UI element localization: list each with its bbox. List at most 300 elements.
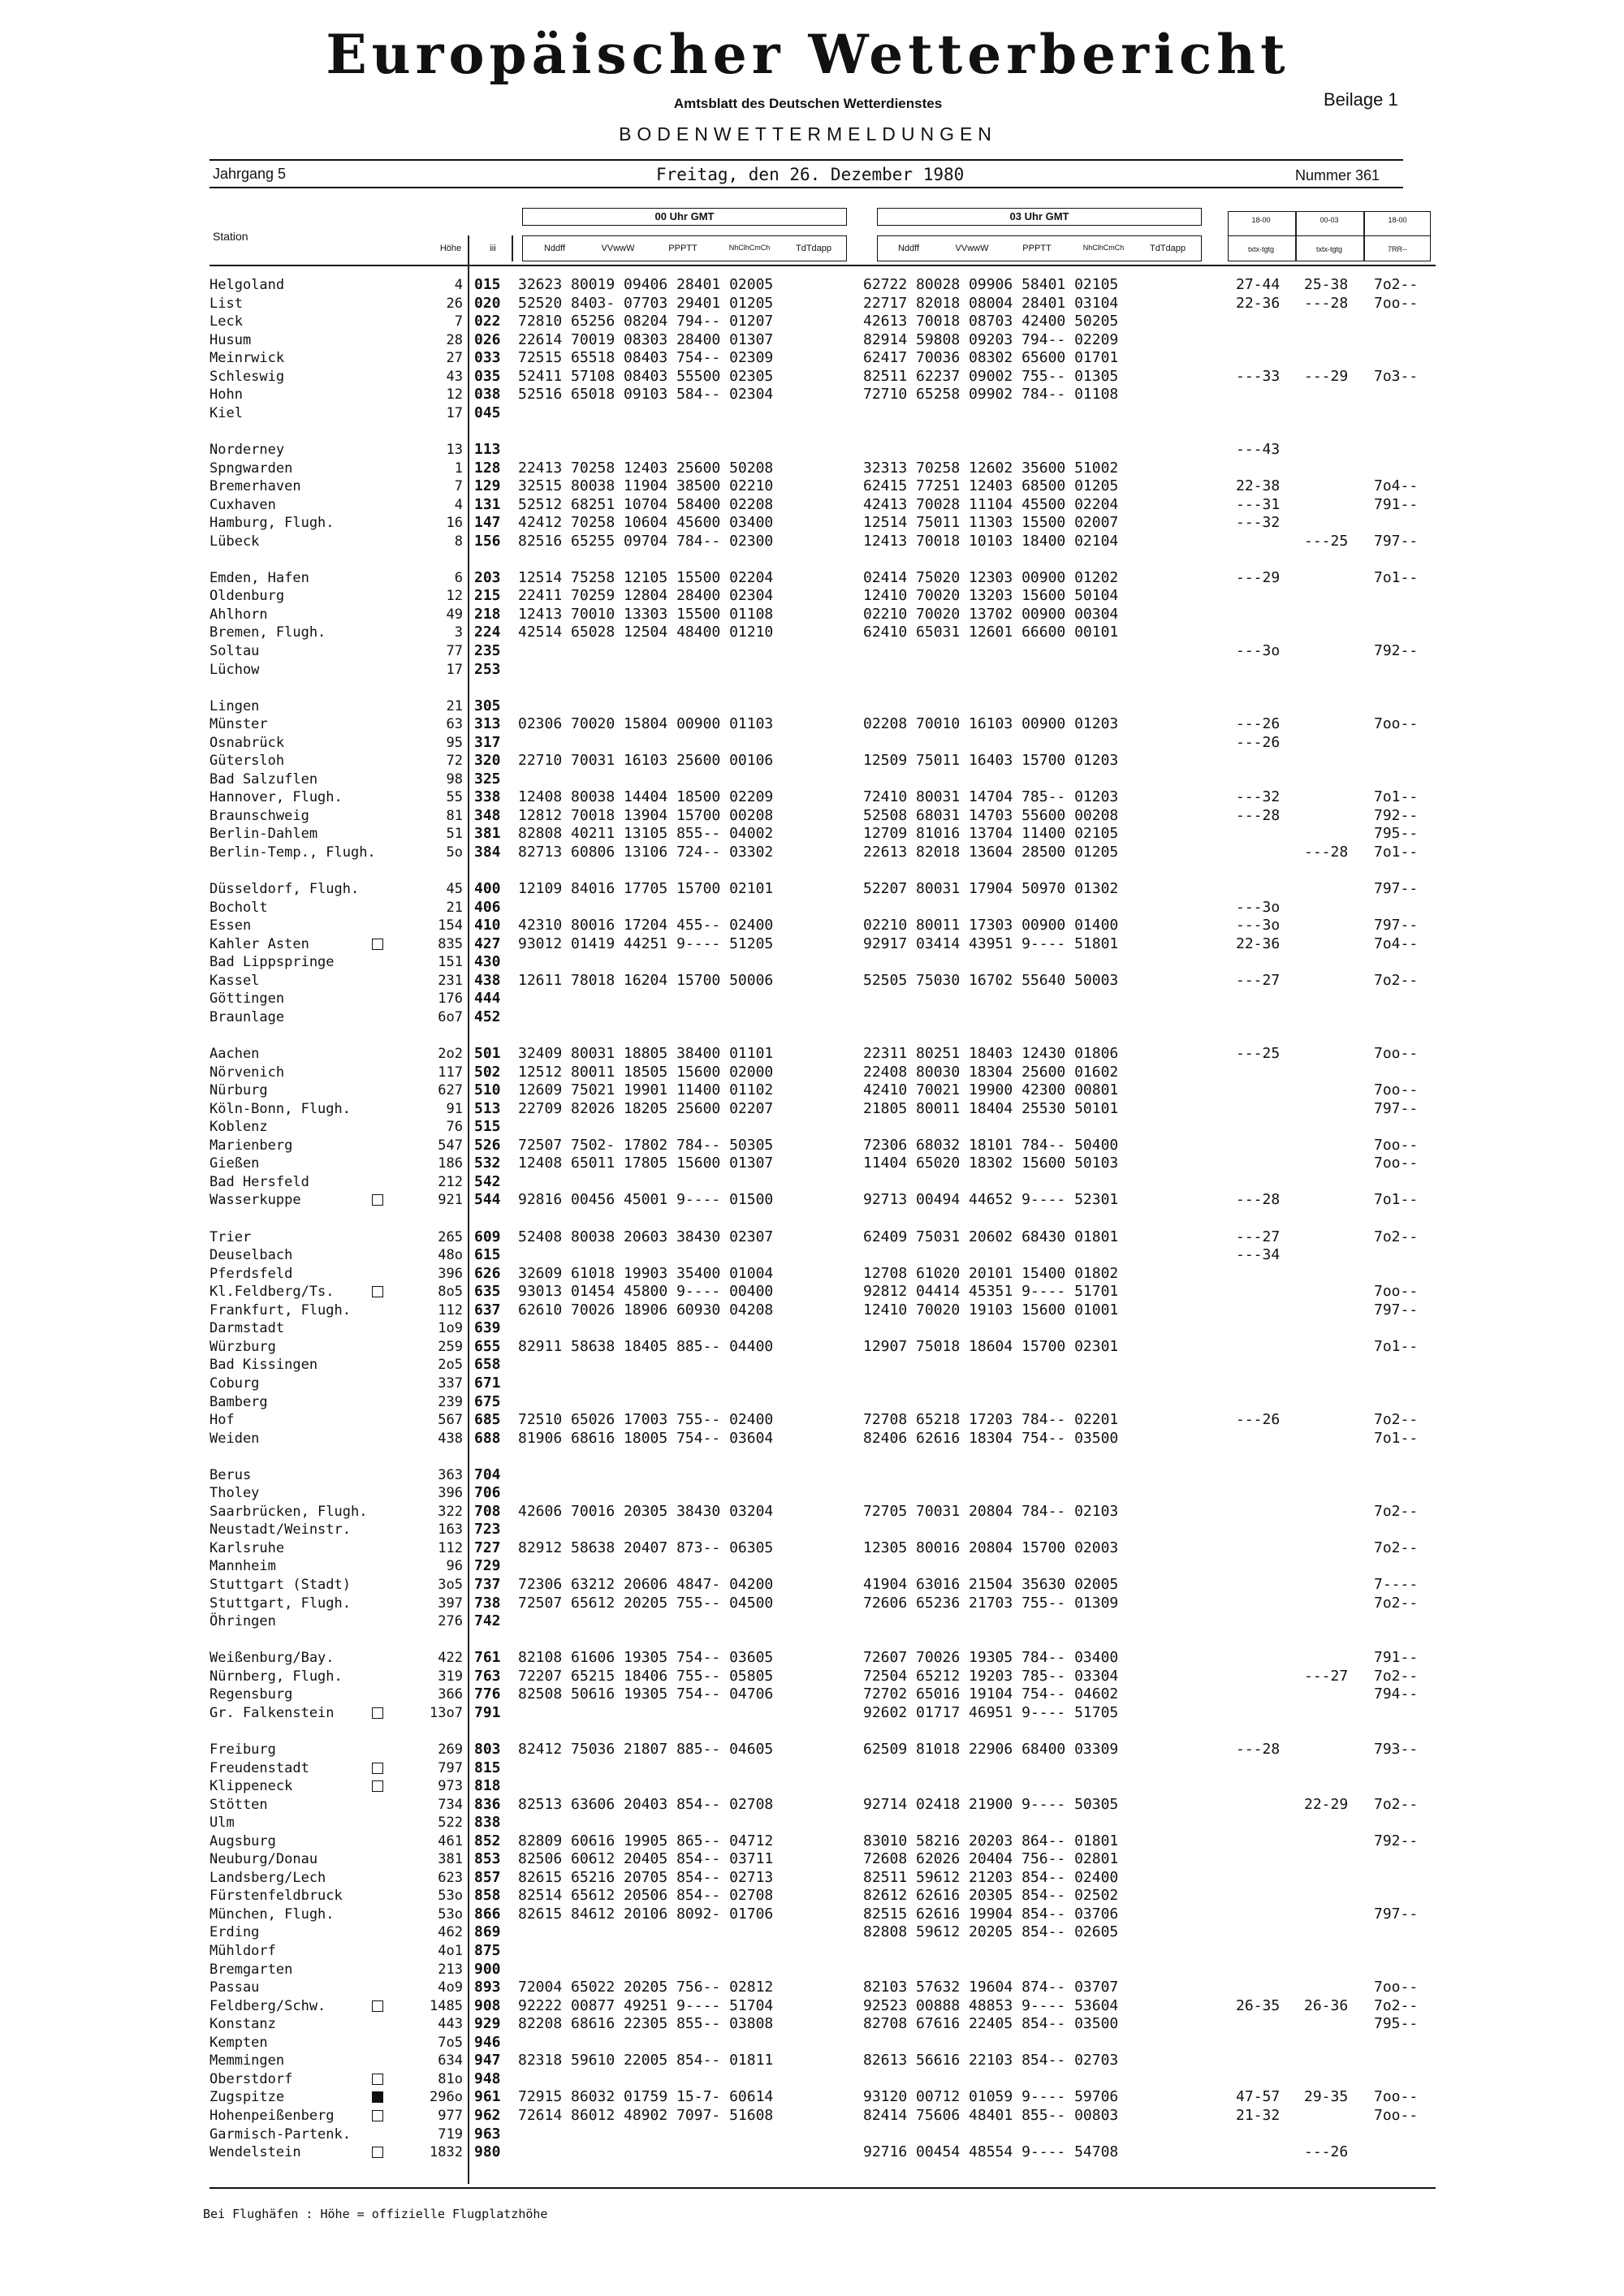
table-row (0, 1191, 1624, 1209)
station-name: Pferdsfeld (209, 1266, 293, 1282)
station-name: Mühldorf (209, 1943, 276, 1959)
station-name: Bad Salzuflen (209, 771, 318, 788)
precip-group: 7---- (1374, 1576, 1419, 1593)
station-height: 55 (446, 789, 463, 805)
station-height: 49 (446, 606, 463, 623)
precip-group: 7o1-- (1374, 1191, 1419, 1208)
table-row (0, 1283, 1624, 1301)
station-height: 96 (446, 1558, 463, 1574)
iii-column-rule (512, 235, 513, 261)
obs-00-gmt: 72510 65026 17003 755-- 02400 (518, 1411, 774, 1428)
station-index: 761 (474, 1649, 501, 1666)
table-row (0, 1557, 1624, 1575)
temp-extreme-1: ---3o (1236, 917, 1281, 934)
temp-extreme-1: ---32 (1236, 514, 1281, 531)
obs-03-gmt: 62410 65031 12601 66600 00101 (863, 624, 1119, 641)
col-vvwww-03: VVwwW (955, 244, 989, 253)
table-row (0, 1539, 1624, 1557)
station-name: Marienberg (209, 1137, 293, 1154)
obs-00-gmt: 42606 70016 20305 38430 03204 (518, 1503, 774, 1520)
station-index: 113 (474, 441, 501, 458)
station-name: Bad Kissingen (209, 1357, 318, 1373)
temp-extreme-1: ---25 (1236, 1045, 1281, 1062)
obs-03-gmt: 42410 70021 19900 42300 00801 (863, 1081, 1119, 1098)
station-height: 12 (446, 386, 463, 403)
obs-03-gmt: 12709 81016 13704 11400 02105 (863, 825, 1119, 842)
station-name: Darmstadt (209, 1320, 285, 1336)
station-index: 900 (474, 1961, 501, 1978)
station-name: Lübeck (209, 533, 260, 550)
obs-00-gmt: 81906 68616 18005 754-- 03604 (518, 1430, 774, 1447)
obs-00-gmt: 22614 70019 08303 28400 01307 (518, 331, 774, 348)
station-index: 908 (474, 1997, 501, 2014)
obs-00-gmt: 12514 75258 12105 15500 02204 (518, 569, 774, 586)
station-name: Nörvenich (209, 1064, 285, 1081)
station-name: Erding (209, 1924, 260, 1940)
station-height: 1832 (430, 2144, 463, 2160)
station-name: Schleswig (209, 369, 285, 385)
station-height: 213 (438, 1962, 463, 1978)
station-height: 977 (438, 2108, 463, 2124)
station-name: Hannover, Flugh. (209, 789, 343, 805)
precip-group: 795-- (1374, 825, 1419, 842)
table-row (0, 1923, 1624, 1941)
station-name: Frankfurt, Flugh. (209, 1302, 351, 1318)
col-nddff-00: Nddff (543, 244, 566, 253)
station-index: 253 (474, 661, 501, 678)
station-index: 626 (474, 1265, 501, 1282)
obs-03-gmt: 22311 80251 18403 12430 01806 (863, 1045, 1119, 1062)
temp-extreme-1: ---28 (1236, 1741, 1281, 1758)
precip-group: 7o2-- (1374, 1539, 1419, 1556)
table-row (0, 1228, 1624, 1246)
right-col-1-top: 18-00 (1251, 216, 1271, 224)
station-index: 317 (474, 734, 501, 751)
uhr03-header: 03 Uhr GMT (1009, 210, 1069, 222)
station-index: 218 (474, 606, 501, 623)
obs-03-gmt: 12305 80016 20804 15700 02003 (863, 1539, 1119, 1556)
obs-03-gmt: 52505 75030 16702 55640 50003 (863, 972, 1119, 989)
station-height: 265 (438, 1229, 463, 1245)
station-height: 76 (446, 1119, 463, 1135)
obs-03-gmt: 62722 80028 09906 58401 02105 (863, 276, 1119, 293)
obs-03-gmt: 72710 65258 09902 784-- 01108 (863, 386, 1119, 403)
precip-group: 792-- (1374, 1832, 1419, 1849)
station-height: 51 (446, 826, 463, 842)
obs-03-gmt: 72410 80031 14704 785-- 01203 (863, 788, 1119, 805)
table-row (0, 1154, 1624, 1172)
station-name: Passau (209, 1979, 260, 1996)
obs-00-gmt: 22411 70259 12804 28400 02304 (518, 587, 774, 604)
precip-group: 7o1-- (1374, 1430, 1419, 1447)
col-ppptt-00: PPPTT (668, 244, 698, 253)
table-row (0, 1411, 1624, 1429)
table-row (0, 1612, 1624, 1630)
table-row (0, 1484, 1624, 1502)
obs-00-gmt: 72507 7502- 17802 784-- 50305 (518, 1137, 774, 1154)
right-col-1-bottom: txtx-tgtg (1247, 245, 1274, 253)
table-row (0, 1265, 1624, 1283)
right-col-2-bottom: txtx-tgtg (1315, 245, 1342, 253)
precip-group: 7oo-- (1374, 1979, 1419, 1996)
precip-group: 7o2-- (1374, 1503, 1419, 1520)
precip-group: 7oo-- (1374, 1283, 1419, 1300)
station-name: Stötten (209, 1797, 268, 1813)
table-row (0, 1814, 1624, 1832)
table-row (0, 477, 1624, 495)
obs-00-gmt: 42310 80016 17204 455-- 02400 (518, 917, 774, 934)
temp-extreme-1: 26-35 (1236, 1997, 1281, 2014)
obs-03-gmt: 32313 70258 12602 35600 51002 (863, 460, 1119, 477)
obs-00-gmt: 82506 60612 20405 854-- 03711 (518, 1850, 774, 1867)
uhr00-header: 00 Uhr GMT (654, 210, 715, 222)
precip-group: 7o1-- (1374, 844, 1419, 861)
obs-03-gmt: 72708 65218 17203 784-- 02201 (863, 1411, 1119, 1428)
obs-03-gmt: 92716 00454 48554 9---- 54708 (863, 2143, 1119, 2160)
station-index: 224 (474, 624, 501, 641)
table-row (0, 697, 1624, 715)
table-bottom-rule (209, 2187, 1436, 2189)
table-row (0, 917, 1624, 934)
obs-00-gmt: 82615 65216 20705 854-- 02713 (518, 1869, 774, 1886)
precip-group: 7o4-- (1374, 477, 1419, 494)
table-row (0, 1961, 1624, 1979)
obs-00-gmt: 12408 80038 14404 18500 02209 (518, 788, 774, 805)
temp-extreme-1: 22-36 (1236, 935, 1281, 952)
precip-group: 792-- (1374, 807, 1419, 824)
open-square-marker (372, 2074, 383, 2085)
table-row (0, 734, 1624, 752)
table-row (0, 1064, 1624, 1081)
obs-00-gmt: 12812 70018 13904 15700 00208 (518, 807, 774, 824)
hoehe-header: Höhe (439, 244, 462, 253)
obs-00-gmt: 52516 65018 09103 584-- 02304 (518, 386, 774, 403)
table-row (0, 752, 1624, 770)
station-height: 8 (454, 533, 463, 550)
temp-extreme-2: 29-35 (1304, 2088, 1349, 2105)
station-name: Kempten (209, 2035, 268, 2051)
station-height: 26 (446, 296, 463, 312)
station-name: Saarbrücken, Flugh. (209, 1504, 368, 1520)
table-row (0, 1466, 1624, 1484)
obs-03-gmt: 42413 70028 11104 45500 02204 (863, 496, 1119, 513)
obs-03-gmt: 12514 75011 11303 15500 02007 (863, 514, 1119, 531)
station-height: 98 (446, 771, 463, 788)
station-index: 815 (474, 1759, 501, 1776)
station-index: 129 (474, 477, 501, 494)
obs-00-gmt: 82912 58638 20407 873-- 06305 (518, 1539, 774, 1556)
station-name: Weißenburg/Bay. (209, 1650, 335, 1666)
station-name: Düsseldorf, Flugh. (209, 881, 360, 897)
footnote: Bei Flughäfen : Höhe = offizielle Flugplatzhöhe (203, 2207, 548, 2221)
table-row (0, 404, 1624, 422)
precip-group: 7o2-- (1374, 1796, 1419, 1813)
station-name: Garmisch-Partenk. (209, 2126, 351, 2143)
station-height: 627 (438, 1082, 463, 1098)
station-height: 81 (446, 808, 463, 824)
station-height: 2o2 (438, 1046, 463, 1062)
obs-03-gmt: 92602 01717 46951 9---- 51705 (863, 1704, 1119, 1721)
station-name: Karlsruhe (209, 1540, 285, 1556)
obs-00-gmt: 82615 84612 20106 8092- 01706 (518, 1905, 774, 1923)
station-name: Oberstdorf (209, 2071, 293, 2087)
station-height: 16 (446, 515, 463, 531)
station-index: 729 (474, 1557, 501, 1574)
station-height: 634 (438, 2052, 463, 2069)
station-index: 962 (474, 2107, 501, 2124)
col-tdtd-03: TdTdapp (1149, 244, 1186, 253)
station-index: 325 (474, 770, 501, 788)
temp-extreme-2: 25-38 (1304, 276, 1349, 293)
station-name: Emden, Hafen (209, 570, 309, 586)
table-row (0, 1595, 1624, 1612)
station-index: 803 (474, 1741, 501, 1758)
obs-03-gmt: 11404 65020 18302 15600 50103 (863, 1154, 1119, 1172)
station-index: 515 (474, 1118, 501, 1135)
station-index: 544 (474, 1191, 501, 1208)
iii-header: iii (490, 244, 496, 253)
station-index: 444 (474, 990, 501, 1007)
station-index: 655 (474, 1338, 501, 1355)
station-name: Klippeneck (209, 1778, 293, 1794)
station-height: 462 (438, 1924, 463, 1940)
table-row (0, 1503, 1624, 1521)
obs-00-gmt: 12611 78018 16204 15700 50006 (518, 972, 774, 989)
station-header: Station (213, 230, 248, 243)
station-height: 396 (438, 1266, 463, 1282)
station-name: München, Flugh. (209, 1906, 335, 1923)
temp-extreme-1: ---26 (1236, 734, 1281, 751)
precip-group: 797-- (1374, 917, 1419, 934)
station-index: 639 (474, 1319, 501, 1336)
station-index: 501 (474, 1045, 501, 1062)
table-row (0, 569, 1624, 587)
obs-00-gmt: 22413 70258 12403 25600 50208 (518, 460, 774, 477)
station-height: 17 (446, 405, 463, 421)
table-row (0, 1869, 1624, 1887)
station-index: 532 (474, 1154, 501, 1172)
precip-group: 7o1-- (1374, 1338, 1419, 1355)
precip-group: 792-- (1374, 642, 1419, 659)
station-height: 461 (438, 1833, 463, 1849)
open-square-marker (372, 1707, 383, 1719)
precip-group: 7o2-- (1374, 1997, 1419, 2014)
open-square-marker (372, 1194, 383, 1206)
obs-00-gmt: 92816 00456 45001 9---- 01500 (518, 1191, 774, 1208)
table-row (0, 1668, 1624, 1685)
temp-extreme-1: ---29 (1236, 569, 1281, 586)
station-name: Neuburg/Donau (209, 1851, 318, 1867)
station-index: 338 (474, 788, 501, 805)
station-height: 422 (438, 1650, 463, 1666)
station-height: 72 (446, 753, 463, 769)
obs-00-gmt: 12609 75021 19901 11400 01102 (518, 1081, 774, 1098)
obs-03-gmt: 72306 68032 18101 784-- 50400 (863, 1137, 1119, 1154)
station-index: 742 (474, 1612, 501, 1629)
station-name: Mannheim (209, 1558, 276, 1574)
station-name: Leck (209, 313, 243, 330)
obs-00-gmt: 72810 65256 08204 794-- 01207 (518, 313, 774, 330)
station-name: Bremgarten (209, 1962, 293, 1978)
obs-03-gmt: 21805 80011 18404 25530 50101 (863, 1100, 1119, 1117)
temp-extreme-1: ---32 (1236, 788, 1281, 805)
temp-extreme-1: ---27 (1236, 972, 1281, 989)
precip-group: 791-- (1374, 1649, 1419, 1666)
station-name: Memmingen (209, 2052, 285, 2069)
obs-00-gmt: 93013 01454 45800 9---- 00400 (518, 1283, 774, 1300)
station-height: 91 (446, 1101, 463, 1117)
station-index: 685 (474, 1411, 501, 1428)
obs-03-gmt: 82914 59808 09203 794-- 02209 (863, 331, 1119, 348)
station-name: Bad Hersfeld (209, 1174, 309, 1190)
obs-00-gmt: 72207 65215 18406 755-- 05805 (518, 1668, 774, 1685)
station-name: Ulm (209, 1815, 235, 1831)
table-row (0, 1759, 1624, 1777)
station-index: 852 (474, 1832, 501, 1849)
station-name: Würzburg (209, 1339, 276, 1355)
station-name: Ahlhorn (209, 606, 268, 623)
station-index: 203 (474, 569, 501, 586)
station-height: 7 (454, 478, 463, 494)
station-index: 929 (474, 2015, 501, 2032)
obs-03-gmt: 62509 81018 22906 68400 03309 (863, 1741, 1119, 1758)
station-index: 893 (474, 1979, 501, 1996)
station-index: 026 (474, 331, 501, 348)
temp-extreme-1: 22-38 (1236, 477, 1281, 494)
station-height: 3 (454, 624, 463, 641)
station-name: Lingen (209, 698, 260, 714)
obs-00-gmt: 82911 58638 18405 885-- 04400 (518, 1338, 774, 1355)
table-row (0, 606, 1624, 624)
station-index: 723 (474, 1521, 501, 1538)
table-row (0, 533, 1624, 550)
obs-00-gmt: 82808 40211 13105 855-- 04002 (518, 825, 774, 842)
station-index: 215 (474, 587, 501, 604)
station-height: 112 (438, 1302, 463, 1318)
station-height: 797 (438, 1760, 463, 1776)
station-index: 320 (474, 752, 501, 769)
station-name: Kl.Feldberg/Ts. (209, 1284, 335, 1300)
obs-00-gmt: 72915 86032 01759 15-7- 60614 (518, 2088, 774, 2105)
obs-00-gmt: 82514 65612 20506 854-- 02708 (518, 1887, 774, 1904)
table-row (0, 1173, 1624, 1191)
station-index: 675 (474, 1393, 501, 1410)
obs-00-gmt: 12512 80011 18505 15600 02000 (518, 1064, 774, 1081)
station-height: 269 (438, 1741, 463, 1758)
table-row (0, 587, 1624, 605)
obs-00-gmt: 82318 59610 22005 854-- 01811 (518, 2052, 774, 2069)
obs-00-gmt: 82508 50616 19305 754-- 04706 (518, 1685, 774, 1703)
station-index: 727 (474, 1539, 501, 1556)
station-index: 857 (474, 1869, 501, 1886)
obs-03-gmt: 82414 75606 48401 855-- 00803 (863, 2107, 1119, 2124)
precip-group: 7oo-- (1374, 1081, 1419, 1098)
open-square-marker (372, 1780, 383, 1792)
obs-03-gmt: 82103 57632 19604 874-- 03707 (863, 1979, 1119, 1996)
table-row (0, 2088, 1624, 2106)
station-name: Nürnberg, Flugh. (209, 1668, 343, 1685)
station-index: 430 (474, 953, 501, 970)
table-row (0, 825, 1624, 843)
station-name: Osnabrück (209, 735, 285, 751)
table-row (0, 2126, 1624, 2143)
table-row (0, 1576, 1624, 1594)
precip-group: 7oo-- (1374, 2088, 1419, 2105)
station-name: Oldenburg (209, 588, 285, 604)
station-height: 2o5 (438, 1357, 463, 1373)
precip-group: 7o2-- (1374, 276, 1419, 293)
obs-00-gmt: 82516 65255 09704 784-- 02300 (518, 533, 774, 550)
obs-00-gmt: 32515 80038 11904 38500 02210 (518, 477, 774, 494)
precip-group: 7o1-- (1374, 569, 1419, 586)
col-nddff-03: Nddff (897, 244, 920, 253)
obs-00-gmt: 82412 75036 21807 885-- 04605 (518, 1741, 774, 1758)
table-row (0, 2070, 1624, 2088)
station-height: 337 (438, 1375, 463, 1392)
open-square-marker (372, 2110, 383, 2121)
table-row (0, 1850, 1624, 1868)
station-height: 1 (454, 460, 463, 477)
temp-extreme-1: ---34 (1236, 1246, 1281, 1263)
report-subtitle: Amtsblatt des Deutschen Wetterdienstes (673, 96, 943, 111)
table-row (0, 1997, 1624, 2015)
temp-extreme-2: 22-29 (1304, 1796, 1349, 1813)
station-index: 708 (474, 1503, 501, 1520)
station-height: 13 (446, 442, 463, 458)
obs-03-gmt: 82515 62616 19904 854-- 03706 (863, 1905, 1119, 1923)
obs-03-gmt: 12907 75018 18604 15700 02301 (863, 1338, 1119, 1355)
station-height: 21 (446, 900, 463, 916)
station-name: Bamberg (209, 1394, 268, 1410)
station-height: 8o5 (438, 1284, 463, 1300)
station-index: 410 (474, 917, 501, 934)
station-name: Regensburg (209, 1686, 293, 1703)
obs-00-gmt: 72614 86012 48902 7097- 51608 (518, 2107, 774, 2124)
station-name: Wendelstein (209, 2144, 301, 2160)
obs-03-gmt: 12413 70018 10103 18400 02104 (863, 533, 1119, 550)
station-name: Augsburg (209, 1833, 276, 1849)
obs-00-gmt: 52408 80038 20603 38430 02307 (518, 1228, 774, 1245)
station-name: Weiden (209, 1431, 260, 1447)
precip-group: 791-- (1374, 496, 1419, 513)
station-height: 63 (446, 716, 463, 732)
table-row (0, 2143, 1624, 2161)
station-index: 542 (474, 1173, 501, 1190)
precip-group: 7oo-- (1374, 715, 1419, 732)
precip-group: 793-- (1374, 1741, 1419, 1758)
station-index: 147 (474, 514, 501, 531)
obs-03-gmt: 72608 62026 20404 756-- 02801 (863, 1850, 1119, 1867)
station-index: 513 (474, 1100, 501, 1117)
station-name: Göttingen (209, 990, 285, 1007)
station-index: 045 (474, 404, 501, 421)
station-height: 319 (438, 1668, 463, 1685)
jahrgang-label: Jahrgang 5 (213, 166, 287, 182)
table-row (0, 514, 1624, 532)
table-row (0, 386, 1624, 404)
precip-group: 797-- (1374, 1100, 1419, 1117)
table-row (0, 935, 1624, 953)
precip-group: 7o2-- (1374, 1228, 1419, 1245)
station-name: Berlin-Dahlem (209, 826, 318, 842)
station-name: Hohn (209, 386, 243, 403)
right-col-2-top: 00-03 (1320, 216, 1339, 224)
right-mid-rule (1228, 235, 1431, 236)
section-title: BODENWETTERMELDUNGEN (619, 123, 997, 145)
table-row (0, 1100, 1624, 1118)
station-height: 48o (438, 1247, 463, 1263)
station-height: 112 (438, 1540, 463, 1556)
